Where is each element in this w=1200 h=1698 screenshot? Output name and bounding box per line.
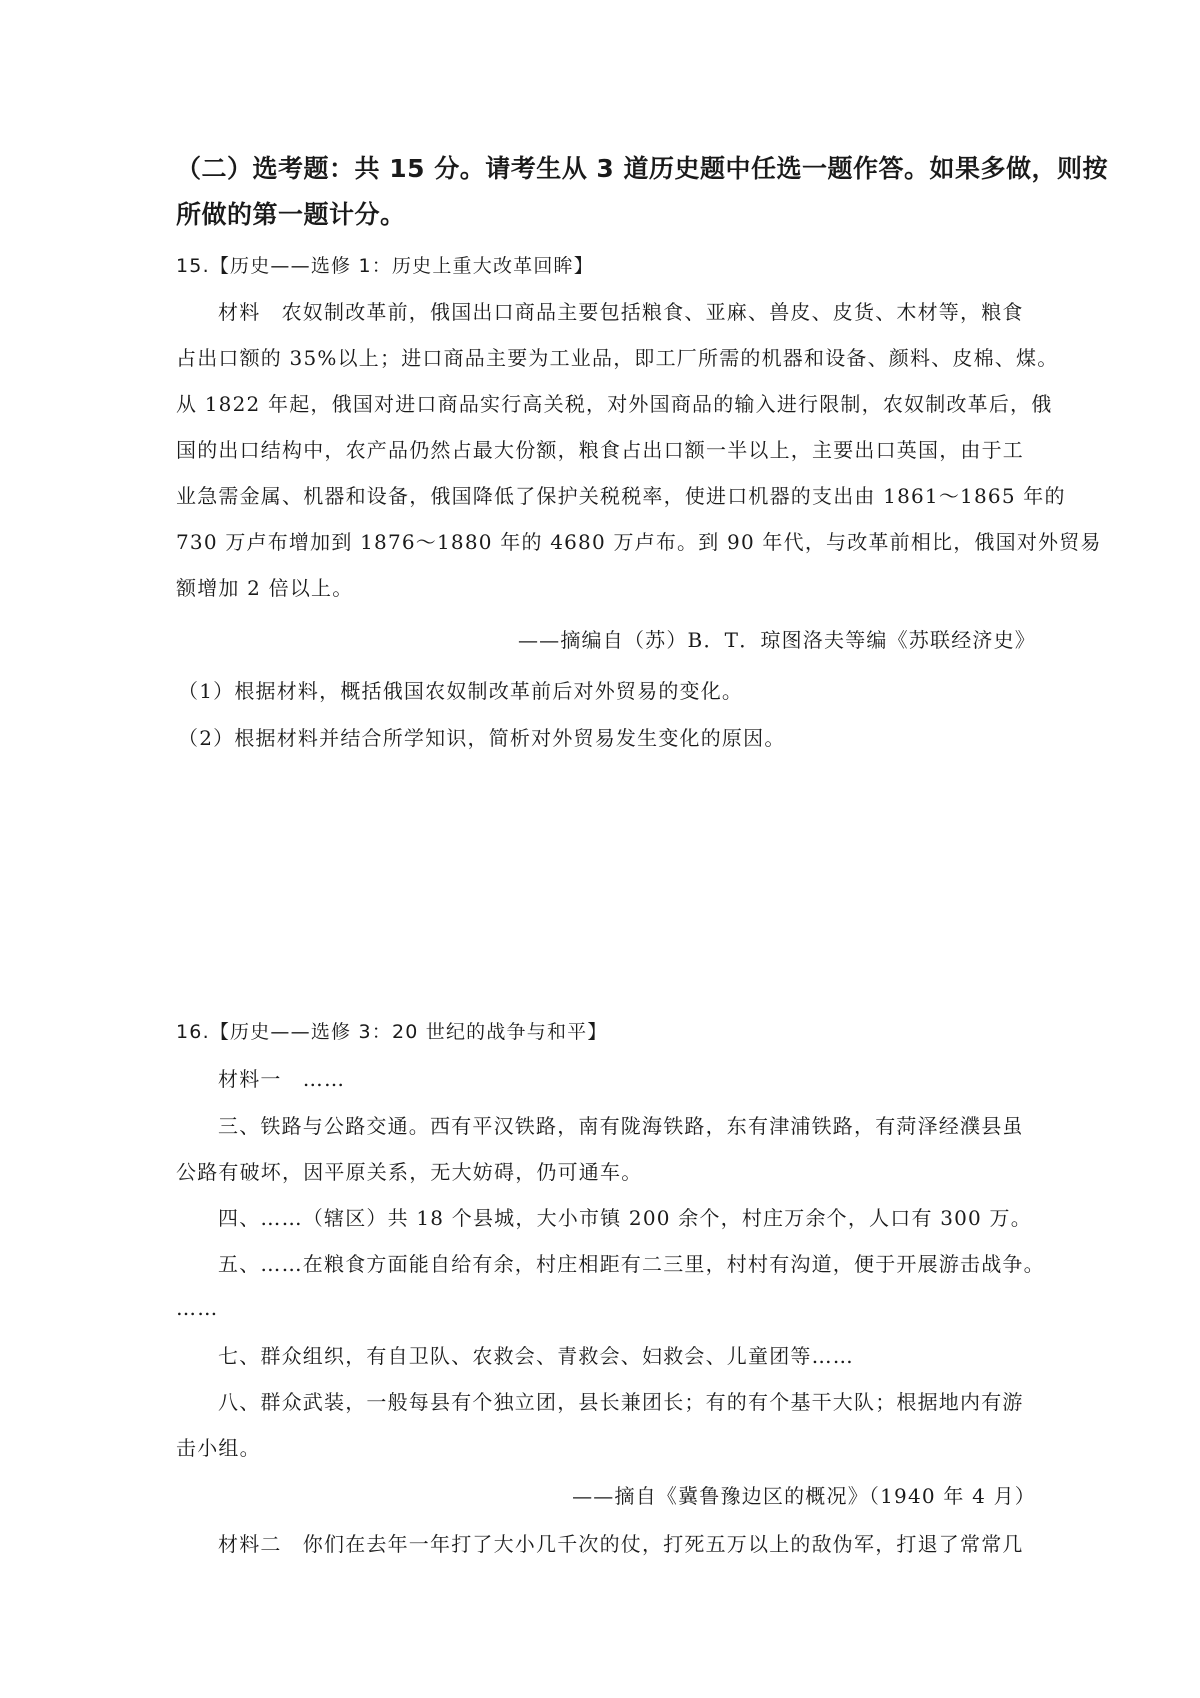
q15-subquestion-1: （1）根据材料，概括俄国农奴制改革前后对外贸易的变化。 bbox=[178, 679, 744, 703]
q16-material-line: 七、群众组织，有自卫队、农救会、青救会、妇救会、儿童团等…… bbox=[218, 1344, 854, 1368]
q15-material-line: 国的出口结构中，农产品仍然占最大份额，粮食占出口额一半以上，主要出口英国，由于工 bbox=[176, 438, 1024, 462]
q16-material-line: 八、群众武装，一般每县有个独立团，县长兼团长；有的有个基干大队；根据地内有游 bbox=[218, 1390, 1024, 1414]
q16-source-citation: ——摘自《冀鲁豫边区的概况》（1940 年 4 月） bbox=[572, 1484, 1036, 1508]
q15-material-line: 占出口额的 35%以上；进口商品主要为工业品，即工厂所需的机器和设备、颜料、皮棉、煤。 bbox=[176, 346, 1059, 370]
q16-material-2-line: 材料二 你们在去年一年打了大小几千次的仗，打死五万以上的敌伪军，打退了常常几 bbox=[218, 1532, 1024, 1556]
q16-material-line: 四、……（辖区）共 18 个县城，大小市镇 200 余个，村庄万余个，人口有 300 万。 bbox=[218, 1206, 1032, 1230]
q15-material-line: 从 1822 年起，俄国对进口商品实行高关税，对外国商品的输入进行限制，农奴制改革后，俄 bbox=[176, 392, 1053, 416]
q15-material-line: 材料 农奴制改革前，俄国出口商品主要包括粮食、亚麻、兽皮、皮货、木材等，粮食 bbox=[218, 300, 1024, 324]
q15-material-line: 额增加 2 倍以上。 bbox=[176, 576, 354, 600]
q15-subquestion-2: （2）根据材料并结合所学知识，简析对外贸易发生变化的原因。 bbox=[178, 726, 786, 750]
q15-material-line: 业急需金属、机器和设备，俄国降低了保护关税税率，使进口机器的支出由 1861～1865 年的 bbox=[176, 484, 1066, 508]
q16-material-line: 三、铁路与公路交通。西有平汉铁路，南有陇海铁路，东有津浦铁路，有菏泽经濮县虽 bbox=[218, 1114, 1024, 1138]
section-heading-line-2: 所做的第一题计分。 bbox=[176, 200, 406, 229]
question-15-title: 15.【历史——选修 1：历史上重大改革回眸】 bbox=[176, 255, 594, 277]
q15-source-citation: ——摘编自（苏）B．T．琼图洛夫等编《苏联经济史》 bbox=[517, 628, 1036, 652]
q15-material-line: 730 万卢布增加到 1876～1880 年的 4680 万卢布。到 90 年代，与改革前相比，俄国对外贸易 bbox=[176, 530, 1102, 554]
q16-material-line: 公路有破坏，因平原关系，无大妨碍，仍可通车。 bbox=[176, 1160, 643, 1184]
q16-material-line: …… bbox=[176, 1296, 219, 1320]
q16-material-line: 击小组。 bbox=[176, 1436, 261, 1460]
question-16-title: 16.【历史——选修 3：20 世纪的战争与和平】 bbox=[176, 1021, 608, 1043]
section-heading-line-1: （二）选考题：共 15 分。请考生从 3 道历史题中任选一题作答。如果多做，则按 bbox=[176, 154, 1109, 183]
q16-material-1-label: 材料一 …… bbox=[218, 1067, 346, 1091]
q16-material-line: 五、……在粮食方面能自给有余，村庄相距有二三里，村村有沟道，便于开展游击战争。 bbox=[218, 1252, 1045, 1276]
